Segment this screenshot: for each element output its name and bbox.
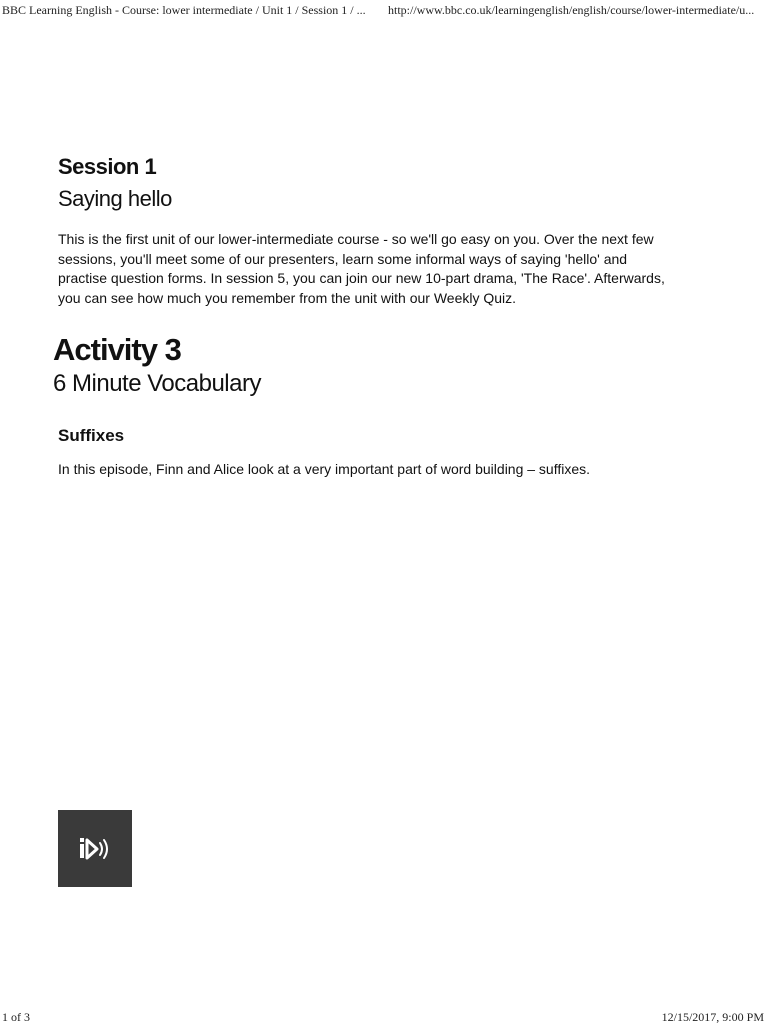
print-page-url[interactable]: http://www.bbc.co.uk/learningenglish/english/course/lower-intermediate/u... <box>388 3 755 17</box>
section-title: Suffixes <box>58 426 125 445</box>
audio-play-icon <box>78 834 112 864</box>
activity-subtitle: 6 Minute Vocabulary <box>53 370 261 397</box>
activity-section <box>58 424 698 479</box>
activity-heading <box>53 330 693 398</box>
print-date: 12/15/2017, 9:00 PM <box>661 1010 764 1024</box>
session-intro: This is the first unit of our lower-intermediate course - so we'll go easy on you. Over the next few sessions, you'll meet some of our presenters, learn some informal ways of saying 'hello' and practise question forms. In session 5, you can join our new 10-part drama, 'The Race'. Afterwards, you can see how much you remember from the unit with our Weekly Quiz. <box>58 231 665 306</box>
print-page-title: BBC Learning English - Course: lower intermediate / Unit 1 / Session 1 / ... <box>2 3 366 17</box>
page-count: 1 of 3 <box>2 1010 30 1024</box>
session-block <box>58 152 678 308</box>
session-title: Session 1 <box>58 154 157 179</box>
print-header <box>0 0 768 22</box>
session-subtitle: Saying hello <box>58 186 172 211</box>
section-text: In this episode, Finn and Alice look at a very important part of word building – suffixes. <box>58 461 591 477</box>
audio-player-button[interactable] <box>58 810 132 887</box>
activity-title: Activity 3 <box>53 332 181 367</box>
print-footer <box>0 1008 768 1024</box>
